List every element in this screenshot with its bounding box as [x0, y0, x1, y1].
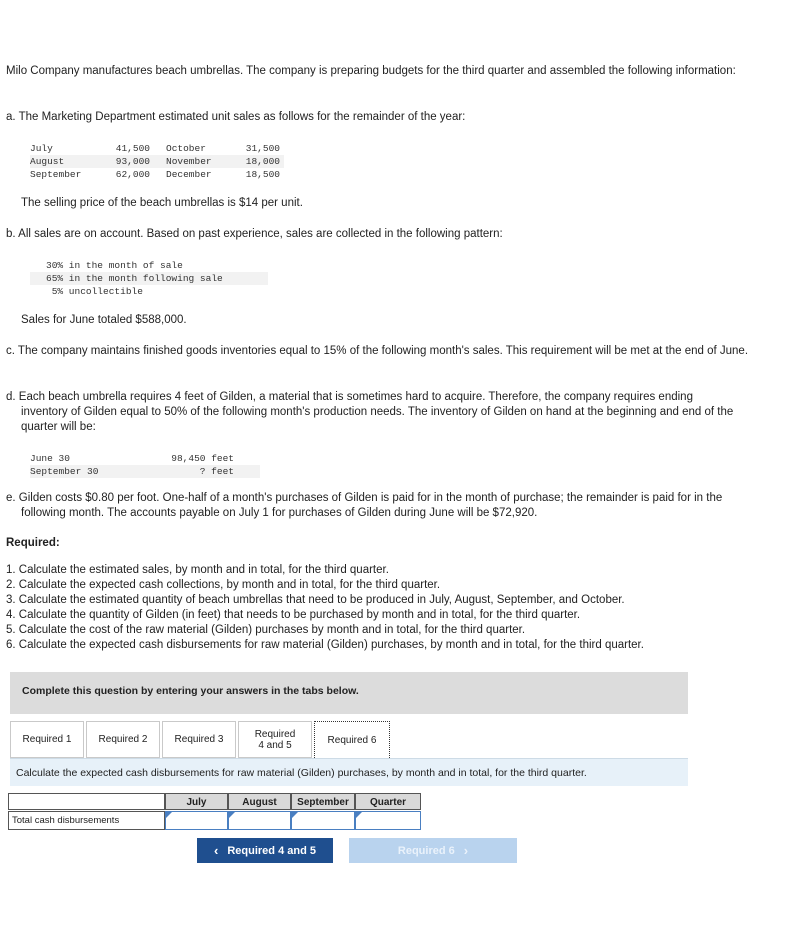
month-cell: November — [166, 156, 212, 167]
list-item: 1. Calculate the estimated sales, by month and in total, for the third quarter. — [6, 564, 389, 576]
table-row — [30, 452, 260, 465]
prev-required-button[interactable] — [197, 838, 333, 863]
list-item: 4. Calculate the quantity of Gilden (in feet) that needs to be purchased by month and in total, for the third quarter. — [6, 609, 581, 621]
table-row — [30, 465, 260, 478]
august-input[interactable] — [228, 811, 291, 830]
next-button-label: Required 6 — [397, 844, 455, 857]
column-header-quarter: Quarter — [355, 793, 421, 810]
item-b-text: b. All sales are on account. Based on past experience, sales are collected in the following pattern: — [6, 228, 503, 240]
item-d-text: d. Each beach umbrella requires 4 feet of Gilden, a material that is sometimes hard to acquire. Therefore, the company requires ending inventory of Gilden equal to 50% of the following month's production needs. The inventory of Gilden on hand at the beginning and end of the quarter will be: — [6, 391, 734, 433]
item-a-text: a. The Marketing Department estimated unit sales as follows for the remainder of the year: — [6, 111, 466, 123]
tab-instruction: Calculate the expected cash disbursements for raw material (Gilden) purchases, by month and in total, for the third quarter. — [10, 758, 688, 786]
panel-text: Complete this question by entering your answers in the tabs below. — [22, 685, 359, 697]
tab-required-3[interactable]: Required 3 — [162, 721, 236, 758]
required-list — [6, 563, 644, 653]
column-header-august: August — [228, 793, 291, 810]
pattern-line: 5% uncollectible — [46, 286, 143, 297]
month-cell: August — [30, 156, 65, 167]
selling-price-text: The selling price of the beach umbrellas is $14 per unit. — [21, 197, 303, 209]
value-cell: 41,500 — [115, 143, 150, 154]
table-row — [30, 142, 284, 155]
value-cell: 98,450 feet — [171, 453, 234, 464]
date-cell: June 30 — [30, 453, 70, 464]
tab-required-6[interactable]: Required 6 — [314, 721, 390, 758]
date-cell: September 30 — [30, 466, 99, 477]
item-c-text: c. The company maintains finished goods inventories equal to 15% of the following month's sales. This requirement will be met at the end of June. — [6, 345, 749, 357]
pattern-line: 30% in the month of sale — [46, 260, 183, 271]
pattern-line: 65% in the month following sale — [30, 272, 268, 285]
value-cell: 18,000 — [245, 156, 280, 167]
value-cell: 18,500 — [245, 169, 280, 180]
column-header-july: July — [165, 793, 228, 810]
item-e-text: e. Gilden costs $0.80 per foot. One-half of a month's purchases of Gilden is paid for in the month of purchase; the remainder is paid for in the following month. The accounts payable on July 1 for purchases of Gilden during June will be $72,920. — [6, 492, 723, 519]
quarter-input[interactable] — [355, 811, 421, 830]
instructions-panel — [10, 672, 688, 714]
row-label-total-cash-disbursements: Total cash disbursements — [8, 811, 165, 830]
list-item: 2. Calculate the expected cash collections, by month and in total, for the third quarter. — [6, 579, 441, 591]
tab-required-2[interactable]: Required 2 — [86, 721, 160, 758]
column-header-september: September — [291, 793, 355, 810]
tab-required-1[interactable]: Required 1 — [10, 721, 84, 758]
july-input[interactable] — [165, 811, 228, 830]
value-cell: 93,000 — [115, 156, 150, 167]
value-cell: 31,500 — [245, 143, 280, 154]
chevron-left-icon: ‹ — [214, 843, 219, 858]
table-row — [30, 168, 284, 181]
prev-button-label: Required 4 and 5 — [227, 844, 316, 857]
list-item: 6. Calculate the expected cash disbursements for raw material (Gilden) purchases, by month and in total, for the third quarter. — [6, 639, 644, 651]
month-cell: December — [166, 169, 212, 180]
value-cell: 62,000 — [115, 169, 150, 180]
june-sales-text: Sales for June totaled $588,000. — [21, 314, 187, 326]
month-cell: October — [166, 143, 206, 154]
list-item: 5. Calculate the cost of the raw material (Gilden) purchases by month and in total, for the third quarter. — [6, 624, 526, 636]
gilden-inventory-table — [30, 452, 260, 478]
list-item: 3. Calculate the estimated quantity of beach umbrellas that need to be produced in July, August, September, and October. — [6, 594, 625, 606]
month-cell: July — [30, 143, 53, 154]
chevron-right-icon: › — [463, 843, 469, 858]
grid-header-blank — [8, 793, 165, 810]
month-cell: September — [30, 169, 82, 180]
unit-sales-table — [30, 142, 284, 181]
value-cell: ? feet — [199, 466, 234, 477]
collection-pattern — [30, 259, 268, 298]
table-row — [30, 155, 284, 168]
required-heading: Required: — [6, 537, 60, 549]
september-input[interactable] — [291, 811, 355, 830]
next-required-button[interactable] — [349, 838, 517, 863]
intro-text: Milo Company manufactures beach umbrellas. The company is preparing budgets for the third quarter and assembled the following information: — [6, 65, 736, 77]
tab-required-4-and-5[interactable]: Required 4 and 5 — [238, 721, 312, 758]
